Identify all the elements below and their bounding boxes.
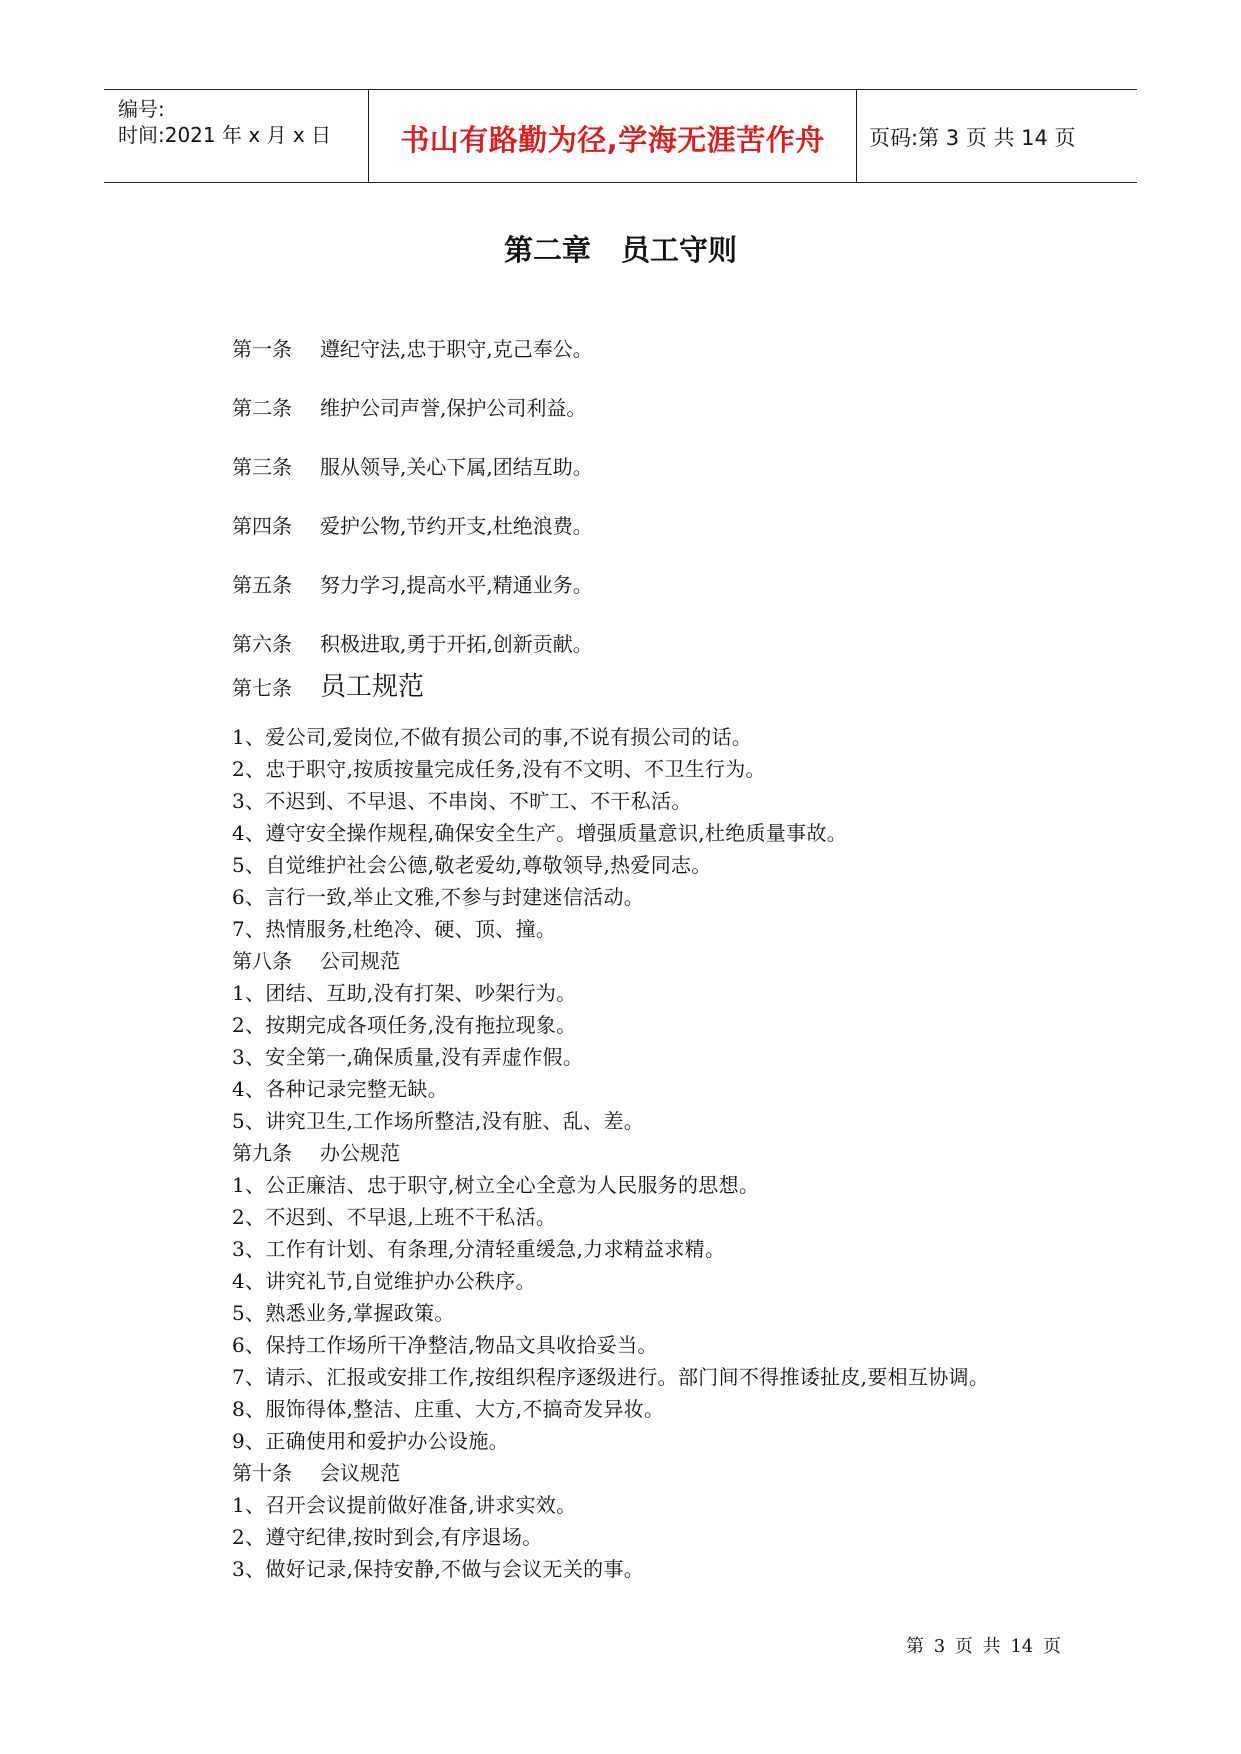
list-item: 7、请示、汇报或安排工作,按组织程序逐级进行。部门间不得推诿扯皮,要相互协调。 bbox=[232, 1365, 990, 1389]
article-number: 第五条 bbox=[232, 573, 292, 597]
section-title: 会议规范 bbox=[320, 1461, 400, 1485]
list-item: 2、不迟到、不早退,上班不干私活。 bbox=[232, 1205, 557, 1229]
list-item: 8、服饰得体,整洁、庄重、大方,不搞奇发异妆。 bbox=[232, 1397, 665, 1421]
section-heading-8 bbox=[232, 945, 400, 974]
list-item: 1、爱公司,爱岗位,不做有损公司的事,不说有损公司的话。 bbox=[232, 725, 753, 749]
section-heading-9 bbox=[232, 1137, 400, 1166]
section-title: 办公规范 bbox=[320, 1141, 400, 1165]
section-heading-7 bbox=[232, 666, 424, 703]
chapter-name: 员工守则 bbox=[621, 233, 738, 267]
list-item: 5、熟悉业务,掌握政策。 bbox=[232, 1301, 455, 1325]
section-number: 第八条 bbox=[232, 949, 292, 973]
chapter-number: 第二章 bbox=[503, 233, 591, 267]
section-number: 第九条 bbox=[232, 1141, 292, 1165]
header-page-cell bbox=[855, 90, 1137, 182]
article-4 bbox=[232, 510, 593, 539]
article-1 bbox=[232, 333, 593, 362]
list-item: 3、工作有计划、有条理,分清轻重缓急,力求精益求精。 bbox=[232, 1237, 726, 1261]
list-item: 6、言行一致,举止文雅,不参与封建迷信活动。 bbox=[232, 885, 645, 909]
article-3 bbox=[232, 451, 593, 480]
section-title: 员工规范 bbox=[320, 672, 425, 702]
list-item: 4、讲究礼节,自觉维护办公秩序。 bbox=[232, 1269, 536, 1293]
article-text: 积极进取,勇于开拓,创新贡献。 bbox=[320, 632, 593, 656]
list-item: 6、保持工作场所干净整洁,物品文具收拾妥当。 bbox=[232, 1333, 658, 1357]
article-number: 第三条 bbox=[232, 455, 292, 479]
article-text: 服从领导,关心下属,团结互助。 bbox=[320, 455, 593, 479]
article-number: 第四条 bbox=[232, 514, 292, 538]
section-title: 公司规范 bbox=[320, 949, 400, 973]
header-motto-cell bbox=[368, 90, 857, 182]
list-item: 9、正确使用和爱护办公设施。 bbox=[232, 1429, 509, 1453]
document-number-label: 编号: bbox=[118, 97, 165, 121]
list-item: 4、遵守安全操作规程,确保安全生产。增强质量意识,杜绝质量事故。 bbox=[232, 821, 848, 845]
article-text: 爱护公物,节约开支,杜绝浪费。 bbox=[320, 514, 593, 538]
list-item: 2、忠于职守,按质按量完成任务,没有不文明、不卫生行为。 bbox=[232, 757, 766, 781]
list-item: 2、按期完成各项任务,没有拖拉现象。 bbox=[232, 1013, 577, 1037]
motto-text: 书山有路勤为径,学海无涯苦作舟 bbox=[400, 123, 825, 157]
header-info-cell bbox=[104, 90, 368, 182]
document-date-label: 时间:2021 年 x 月 x 日 bbox=[118, 123, 332, 147]
list-item: 3、安全第一,确保质量,没有弄虚作假。 bbox=[232, 1045, 584, 1069]
list-item: 4、各种记录完整无缺。 bbox=[232, 1077, 449, 1101]
list-item: 3、做好记录,保持安静,不做与会议无关的事。 bbox=[232, 1557, 645, 1581]
article-6 bbox=[232, 628, 593, 657]
list-item: 5、讲究卫生,工作场所整洁,没有脏、乱、差。 bbox=[232, 1109, 645, 1133]
chapter-title bbox=[0, 228, 1241, 269]
article-number: 第二条 bbox=[232, 396, 292, 420]
article-number: 第六条 bbox=[232, 632, 292, 656]
article-text: 努力学习,提高水平,精通业务。 bbox=[320, 573, 593, 597]
article-text: 维护公司声誉,保护公司利益。 bbox=[320, 396, 587, 420]
page-footer: 第 3 页 共 14 页 bbox=[906, 1636, 1061, 1657]
page-header bbox=[104, 89, 1137, 183]
section-number: 第十条 bbox=[232, 1461, 292, 1485]
list-item: 2、遵守纪律,按时到会,有序退场。 bbox=[232, 1525, 543, 1549]
article-text: 遵纪守法,忠于职守,克己奉公。 bbox=[320, 337, 593, 361]
article-5 bbox=[232, 569, 593, 598]
section-number: 第七条 bbox=[232, 676, 292, 700]
list-item: 5、自觉维护社会公德,敬老爱幼,尊敬领导,热爱同志。 bbox=[232, 853, 712, 877]
list-item: 1、召开会议提前做好准备,讲求实效。 bbox=[232, 1493, 577, 1517]
list-item: 1、团结、互助,没有打架、吵架行为。 bbox=[232, 981, 577, 1005]
article-2 bbox=[232, 392, 586, 421]
list-item: 1、公正廉洁、忠于职守,树立全心全意为人民服务的思想。 bbox=[232, 1173, 760, 1197]
list-item: 7、热情服务,杜绝冷、硬、顶、撞。 bbox=[232, 917, 557, 941]
article-number: 第一条 bbox=[232, 337, 292, 361]
header-page-label: 页码:第 3 页 共 14 页 bbox=[869, 126, 1076, 150]
list-item: 3、不迟到、不早退、不串岗、不旷工、不干私活。 bbox=[232, 789, 692, 813]
section-heading-10 bbox=[232, 1457, 400, 1486]
